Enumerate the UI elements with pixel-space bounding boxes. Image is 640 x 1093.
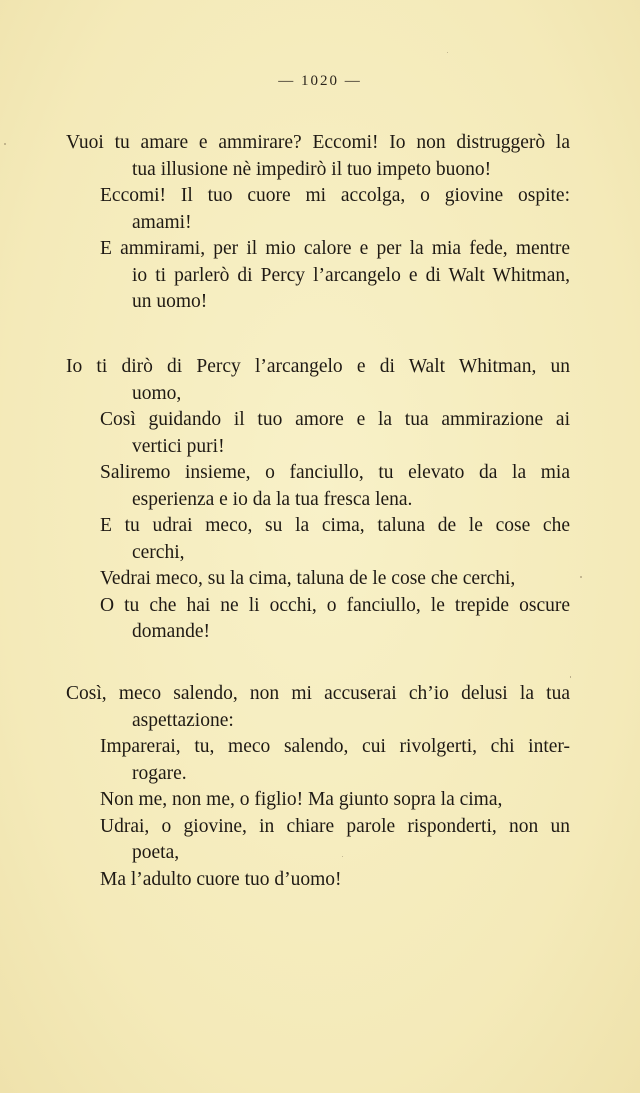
verse-line (66, 354, 570, 381)
verse-line-continuation: rogare. (132, 762, 187, 784)
stanza-3 (66, 681, 570, 893)
verse-line-text: Io ti dirò di Percy l’arcangelo e di Walt Whitman, un (66, 356, 570, 377)
paper-speck (570, 676, 571, 678)
verse-line-text: Così guidando il tuo amore e la tua ammirazione ai (100, 409, 570, 430)
verse-line (66, 681, 570, 708)
stanza-1 (66, 130, 570, 316)
verse-line-text: E tu udrai meco, su la cima, taluna de le cose che (100, 515, 570, 536)
verse-line-continuation: amami! (132, 211, 192, 233)
verse-line-text: Saliremo insieme, o fanciullo, tu elevato da la mia (100, 462, 570, 483)
verse-line (66, 593, 570, 620)
verse-line-continuation: un uomo! (132, 291, 208, 312)
verse-line: Vedrai meco, su la cima, taluna de le cose che cerchi, (100, 568, 516, 589)
paper-speck (580, 576, 582, 578)
verse-line-continuation: tua illusione nè impedirò il tuo impeto buono! (132, 158, 492, 180)
verse-line (66, 183, 570, 210)
verse-line (66, 407, 570, 434)
verse-line-continuation: domande! (132, 621, 210, 642)
verse-line-continuation (66, 263, 570, 290)
page-number: — 1020 — (278, 73, 362, 89)
verse-line-text: Imparerai, tu, meco salendo, cui rivolgerti, chi inter- (100, 736, 570, 757)
verse-line: Ma l’adulto cuore tuo d’uomo! (100, 868, 342, 890)
verse-line (66, 460, 570, 487)
verse-line (66, 513, 570, 540)
verse-line-text: Così, meco salendo, non mi accuserai ch’io delusi la tua (66, 683, 570, 704)
verse-line-continuation: vertici puri! (132, 435, 225, 457)
verse-line-text: O tu che hai ne li occhi, o fanciullo, le trepide oscure (100, 594, 570, 616)
verse-line: Non me, non me, o figlio! Ma giunto sopra la cima, (100, 789, 503, 810)
verse-line-text: io ti parlerò di Percy l’arcangelo e di Walt Whitman, (132, 264, 570, 286)
verse-line-continuation: cerchi, (132, 541, 185, 563)
verse-line-text: E ammirami, per il mio calore e per la mia fede, mentre (100, 238, 570, 259)
verse-line-continuation: aspettazione: (132, 709, 234, 731)
stanza-2 (66, 354, 570, 646)
verse-line (66, 130, 570, 157)
paper-speck (4, 143, 6, 145)
verse-line-continuation: uomo, (132, 382, 182, 404)
verse-line-text: Vuoi tu amare e ammirare? Eccomi! Io non distruggerò la (66, 132, 570, 153)
verse-line (66, 734, 570, 761)
verse-line (66, 814, 570, 841)
verse-line-text: Udrai, o giovine, in chiare parole risponderti, non un (100, 815, 570, 837)
paper-speck (342, 856, 343, 857)
verse-line (66, 236, 570, 263)
verse-line-continuation: poeta, (132, 842, 180, 863)
verse-line-text: Eccomi! Il tuo cuore mi accolga, o giovine ospite: (100, 185, 570, 206)
verse-line-continuation: esperienza e io da la tua fresca lena. (132, 488, 413, 510)
paper-speck (447, 52, 448, 53)
